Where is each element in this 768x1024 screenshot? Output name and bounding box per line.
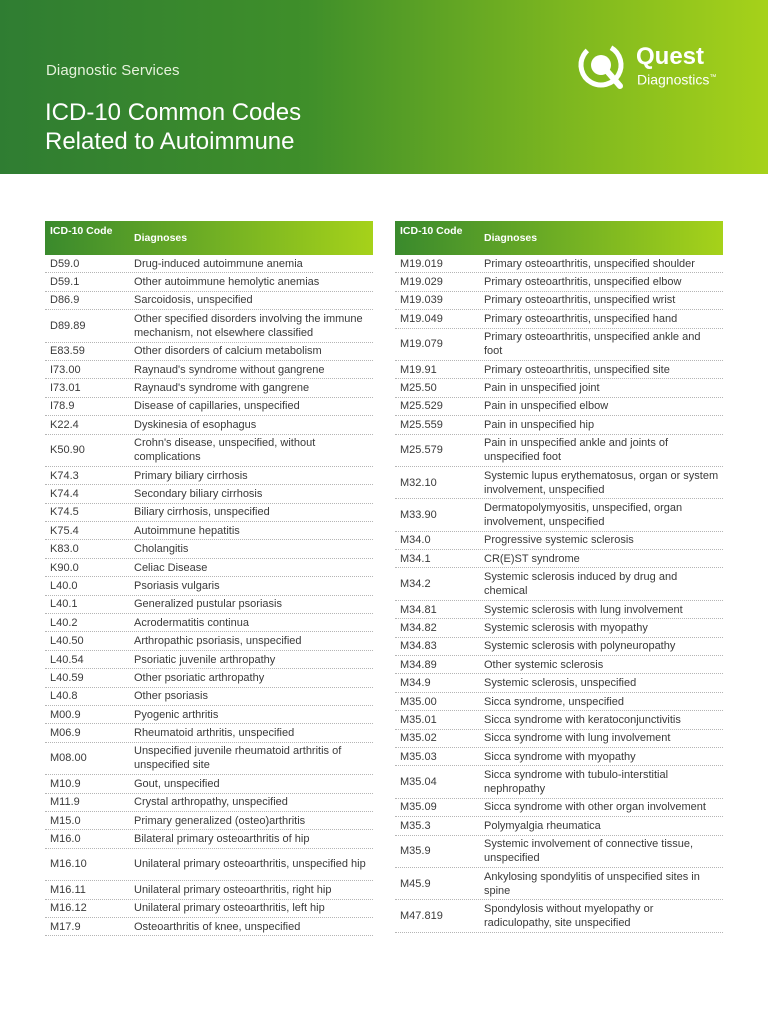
icd-code-cell: L40.59 xyxy=(50,671,84,684)
icd-code-cell: M25.559 xyxy=(400,418,443,431)
diagnosis-cell: Other systemic sclerosis xyxy=(484,658,604,671)
table-body xyxy=(45,255,373,936)
diagnosis-cell: Primary osteoarthritis, unspecified elbow xyxy=(484,276,682,289)
diagnosis-cell: Systemic involvement of connective tissue, unspecified xyxy=(484,838,694,865)
icd-code-cell: M35.3 xyxy=(400,819,431,832)
icd-code-cell: K75.4 xyxy=(50,524,79,537)
logo-subtitle xyxy=(637,70,716,88)
table-header xyxy=(45,221,373,255)
icd-code-cell: K74.4 xyxy=(50,487,79,500)
table-row xyxy=(45,361,373,379)
diagnosis-cell: Primary biliary cirrhosis xyxy=(134,469,248,482)
table-row xyxy=(395,748,723,766)
table-row xyxy=(45,632,373,650)
table-row xyxy=(395,467,723,499)
table-row xyxy=(45,273,373,291)
diagnosis-cell: Acrodermatitis continua xyxy=(134,616,249,629)
diagnosis-cell: Unilateral primary osteoarthritis, left hip xyxy=(134,902,325,915)
icd-code-cell: L40.8 xyxy=(50,690,78,703)
table-row xyxy=(45,310,373,342)
diagnosis-cell: Primary generalized (osteo)arthritis xyxy=(134,814,306,827)
icd-code-cell: E83.59 xyxy=(50,345,85,358)
icd-code-cell: M34.1 xyxy=(400,552,431,565)
diagnosis-cell: Sicca syndrome with other organ involvement xyxy=(484,801,706,814)
icd-code-cell: M16.11 xyxy=(50,883,86,896)
diagnosis-cell: Systemic sclerosis with myopathy xyxy=(484,621,648,634)
page-title xyxy=(45,98,301,156)
table-row xyxy=(45,669,373,687)
table-row xyxy=(45,743,373,775)
quest-q-icon xyxy=(576,40,628,92)
table-row xyxy=(45,255,373,273)
table-row xyxy=(395,568,723,600)
table-row xyxy=(395,817,723,835)
diagnosis-cell: Dermatopolymyositis, unspecified, organ involvement, unspecified xyxy=(484,501,683,528)
icd-code-cell: M34.9 xyxy=(400,677,431,690)
table-row xyxy=(45,706,373,724)
diagnosis-cell: Sicca syndrome with myopathy xyxy=(484,750,636,763)
icd-code-cell: M15.0 xyxy=(50,814,81,827)
table-row xyxy=(395,361,723,379)
diagnosis-cell: Drug-induced autoimmune anemia xyxy=(134,257,303,270)
diagnosis-cell: Cholangitis xyxy=(134,543,189,556)
diagnosis-cell: Bilateral primary osteoarthritis of hip xyxy=(134,833,310,846)
diagnosis-cell: Psoriasis vulgaris xyxy=(134,579,220,592)
table-header xyxy=(395,221,723,255)
diagnosis-cell: Pyogenic arthritis xyxy=(134,708,219,721)
icd-code-cell: M08.00 xyxy=(50,752,87,765)
codes-table-right xyxy=(395,221,723,933)
diagnosis-cell: Other psoriasis xyxy=(134,690,208,703)
icd-code-cell: M34.2 xyxy=(400,578,431,591)
table-row xyxy=(395,292,723,310)
table-row xyxy=(45,596,373,614)
icd-code-cell: K50.90 xyxy=(50,444,85,457)
icd-code-cell: M34.0 xyxy=(400,534,431,547)
table-row xyxy=(395,310,723,328)
table-row xyxy=(45,504,373,522)
table-row xyxy=(395,836,723,868)
icd-code-cell: D86.9 xyxy=(50,294,80,307)
diagnosis-cell: Other disorders of calcium metabolism xyxy=(134,345,322,358)
table-row xyxy=(395,868,723,900)
column-header-code: ICD-10 Code xyxy=(400,225,463,237)
icd-code-cell: D59.0 xyxy=(50,257,80,270)
icd-code-cell: M34.89 xyxy=(400,658,437,671)
table-row xyxy=(395,711,723,729)
table-row xyxy=(45,577,373,595)
icd-code-cell: L40.1 xyxy=(50,598,78,611)
logo-wordmark: Quest xyxy=(636,43,705,70)
diagnosis-cell: Secondary biliary cirrhosis xyxy=(134,487,263,500)
table-row xyxy=(45,559,373,577)
icd-code-cell: I73.00 xyxy=(50,363,81,376)
table-row xyxy=(395,730,723,748)
table-row xyxy=(45,485,373,503)
diagnosis-cell: Crohn's disease, unspecified, without complications xyxy=(134,437,316,464)
table-row xyxy=(395,273,723,291)
icd-code-cell: K90.0 xyxy=(50,561,79,574)
icd-code-cell: M19.91 xyxy=(400,363,437,376)
icd-code-cell: M19.029 xyxy=(400,276,443,289)
table-row xyxy=(45,398,373,416)
icd-code-cell: L40.2 xyxy=(50,616,78,629)
diagnosis-cell: Sicca syndrome with lung involvement xyxy=(484,732,671,745)
table-row xyxy=(45,467,373,485)
icd-code-cell: K22.4 xyxy=(50,418,79,431)
diagnosis-cell: Unilateral primary osteoarthritis, right hip xyxy=(134,883,332,896)
table-row xyxy=(395,799,723,817)
table-row xyxy=(395,656,723,674)
diagnosis-cell: Psoriatic juvenile arthropathy xyxy=(134,653,276,666)
diagnosis-cell: Biliary cirrhosis, unspecified xyxy=(134,506,270,519)
page-title-line-1: ICD-10 Common Codes xyxy=(45,99,302,126)
table-row xyxy=(45,540,373,558)
diagnosis-cell: Systemic sclerosis with polyneuropathy xyxy=(484,640,676,653)
icd-code-cell: M47.819 xyxy=(400,910,443,923)
diagnosis-cell: Osteoarthritis of knee, unspecified xyxy=(134,920,301,933)
icd-code-cell: M35.01 xyxy=(400,713,437,726)
diagnosis-cell: Primary osteoarthritis, unspecified site xyxy=(484,363,670,376)
diagnosis-cell: Other autoimmune hemolytic anemias xyxy=(134,276,320,289)
diagnosis-cell: Other psoriatic arthropathy xyxy=(134,671,265,684)
icd-code-cell: M35.03 xyxy=(400,750,437,763)
table-row xyxy=(45,292,373,310)
table-row xyxy=(395,601,723,619)
icd-code-cell: M34.83 xyxy=(400,640,437,653)
icd-code-cell: M10.9 xyxy=(50,777,81,790)
column-header-diagnoses: Diagnoses xyxy=(484,232,538,244)
icd-code-cell: I73.01 xyxy=(50,382,81,395)
column-header-code: ICD-10 Code xyxy=(50,225,113,237)
diagnosis-cell: Systemic sclerosis, unspecified xyxy=(484,677,637,690)
icd-code-cell: K74.3 xyxy=(50,469,79,482)
table-row xyxy=(45,724,373,742)
icd-code-cell: M25.529 xyxy=(400,400,443,413)
diagnosis-cell: Sicca syndrome with tubulo-interstitial nephropathy xyxy=(484,769,669,796)
icd-code-cell: D59.1 xyxy=(50,276,80,289)
diagnosis-cell: Pain in unspecified ankle and joints of unspecified foot xyxy=(484,437,669,464)
icd-code-cell: M35.09 xyxy=(400,801,437,814)
diagnosis-cell: Sicca syndrome, unspecified xyxy=(484,695,625,708)
table-row xyxy=(395,499,723,531)
diagnosis-cell: CR(E)ST syndrome xyxy=(484,552,580,565)
icd-code-cell: M19.039 xyxy=(400,294,443,307)
table-row xyxy=(395,638,723,656)
icd-code-cell: M35.02 xyxy=(400,732,437,745)
table-row xyxy=(395,329,723,361)
table-row xyxy=(395,398,723,416)
icd-code-cell: M35.04 xyxy=(400,776,437,789)
table-row xyxy=(45,435,373,467)
logo-subtitle-text: Diagnostics xyxy=(637,71,710,88)
diagnosis-cell: Crystal arthropathy, unspecified xyxy=(134,796,288,809)
header-banner xyxy=(0,0,768,174)
column-header-diagnoses: Diagnoses xyxy=(134,232,188,244)
diagnosis-cell: Rheumatoid arthritis, unspecified xyxy=(134,727,295,740)
table-row xyxy=(45,881,373,899)
icd-code-cell: M16.10 xyxy=(50,858,87,871)
table-row xyxy=(395,619,723,637)
table-row xyxy=(395,379,723,397)
diagnosis-cell: Systemic sclerosis with lung involvement xyxy=(484,603,683,616)
table-body xyxy=(395,255,723,933)
diagnosis-cell: Systemic sclerosis induced by drug and chemical xyxy=(484,571,678,598)
table-row xyxy=(45,775,373,793)
icd-code-cell: M35.9 xyxy=(400,845,431,858)
page-title-line-2: Related to Autoimmune xyxy=(45,128,295,155)
diagnosis-cell: Polymyalgia rheumatica xyxy=(484,819,601,832)
icd-code-cell: M35.00 xyxy=(400,695,437,708)
diagnosis-cell: Ankylosing spondylitis of unspecified sites in spine xyxy=(484,870,700,897)
section-label: Diagnostic Services xyxy=(46,62,180,79)
table-row xyxy=(45,343,373,361)
table-row xyxy=(45,918,373,936)
table-row xyxy=(395,766,723,798)
codes-table-left xyxy=(45,221,373,936)
diagnosis-cell: Systemic lupus erythematosus, organ or system involvement, unspecified xyxy=(484,469,719,496)
icd-code-cell: K74.5 xyxy=(50,506,79,519)
table-row xyxy=(395,416,723,434)
table-row xyxy=(395,532,723,550)
table-row xyxy=(45,794,373,812)
diagnosis-cell: Autoimmune hepatitis xyxy=(134,524,240,537)
icd-code-cell: M34.82 xyxy=(400,621,437,634)
icd-code-cell: K83.0 xyxy=(50,543,79,556)
diagnosis-cell: Sarcoidosis, unspecified xyxy=(134,294,253,307)
icd-code-cell: M16.12 xyxy=(50,902,87,915)
diagnosis-cell: Primary osteoarthritis, unspecified ankle and foot xyxy=(484,331,701,358)
diagnosis-cell: Other specified disorders involving the immune mechanism, not elsewhere classified xyxy=(134,312,363,339)
diagnosis-cell: Raynaud's syndrome with gangrene xyxy=(134,382,310,395)
icd-code-cell: I78.9 xyxy=(50,400,75,413)
table-row xyxy=(45,849,373,881)
table-row xyxy=(45,830,373,848)
diagnosis-cell: Primary osteoarthritis, unspecified hand xyxy=(484,312,678,325)
diagnosis-cell: Pain in unspecified hip xyxy=(484,418,595,431)
diagnosis-cell: Gout, unspecified xyxy=(134,777,220,790)
table-row xyxy=(45,522,373,540)
diagnosis-cell: Unilateral primary osteoarthritis, unspecified hip xyxy=(134,858,366,871)
icd-code-cell: M19.049 xyxy=(400,312,443,325)
icd-code-cell: M06.9 xyxy=(50,727,81,740)
icd-code-cell: M33.90 xyxy=(400,508,437,521)
table-row xyxy=(45,614,373,632)
table-row xyxy=(395,674,723,692)
icd-code-cell: M32.10 xyxy=(400,476,437,489)
icd-code-cell: D89.89 xyxy=(50,319,86,332)
icd-code-cell: M00.9 xyxy=(50,708,81,721)
diagnosis-cell: Disease of capillaries, unspecified xyxy=(134,400,300,413)
icd-code-cell: L40.54 xyxy=(50,653,84,666)
table-row xyxy=(395,550,723,568)
icd-code-cell: M45.9 xyxy=(400,877,431,890)
diagnosis-cell: Sicca syndrome with keratoconjunctivitis xyxy=(484,713,681,726)
diagnosis-cell: Spondylosis without myelopathy or radiculopathy, site unspecified xyxy=(484,903,654,930)
table-row xyxy=(395,693,723,711)
diagnosis-cell: Progressive systemic sclerosis xyxy=(484,534,634,547)
diagnosis-cell: Raynaud's syndrome without gangrene xyxy=(134,363,325,376)
diagnosis-cell: Generalized pustular psoriasis xyxy=(134,598,282,611)
icd-code-cell: M19.019 xyxy=(400,257,443,270)
diagnosis-cell: Pain in unspecified elbow xyxy=(484,400,609,413)
diagnosis-cell: Dyskinesia of esophagus xyxy=(134,418,257,431)
diagnosis-cell: Celiac Disease xyxy=(134,561,208,574)
table-row xyxy=(45,379,373,397)
quest-diagnostics-logo xyxy=(576,40,736,92)
diagnosis-cell: Pain in unspecified joint xyxy=(484,382,600,395)
diagnosis-cell: Primary osteoarthritis, unspecified wrist xyxy=(484,294,676,307)
icd-code-cell: M25.50 xyxy=(400,382,437,395)
icd-code-cell: M25.579 xyxy=(400,444,443,457)
table-row xyxy=(395,255,723,273)
icd-code-cell: M11.9 xyxy=(50,796,80,809)
diagnosis-cell: Arthropathic psoriasis, unspecified xyxy=(134,635,302,648)
table-row xyxy=(45,900,373,918)
icd-code-cell: M34.81 xyxy=(400,603,437,616)
icd-code-cell: M17.9 xyxy=(50,920,81,933)
table-row xyxy=(45,688,373,706)
diagnosis-cell: Unspecified juvenile rheumatoid arthritis of unspecified site xyxy=(134,745,342,772)
table-row xyxy=(395,435,723,467)
table-row xyxy=(45,416,373,434)
icd-code-cell: M16.0 xyxy=(50,833,81,846)
diagnosis-cell: Primary osteoarthritis, unspecified shoulder xyxy=(484,257,695,270)
trademark-symbol: ™ xyxy=(709,74,717,81)
table-row xyxy=(395,900,723,932)
table-row xyxy=(45,812,373,830)
icd-code-cell: L40.50 xyxy=(50,635,84,648)
icd-code-cell: M19.079 xyxy=(400,338,443,351)
icd-code-cell: L40.0 xyxy=(50,579,78,592)
table-row xyxy=(45,651,373,669)
